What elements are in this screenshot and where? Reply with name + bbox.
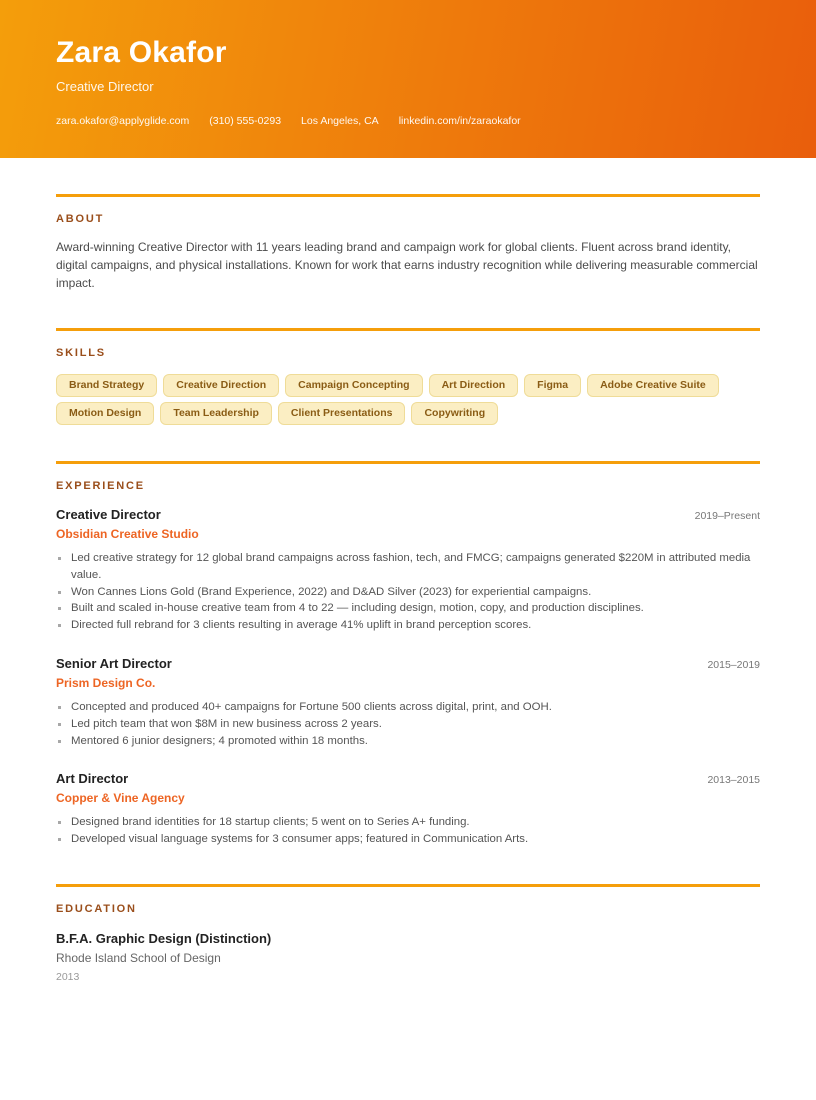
job-dates: 2013–2015 (707, 774, 760, 787)
job-bullet: Concepted and produced 40+ campaigns for Fortune 500 clients across digital, print, and OOH. (56, 699, 760, 716)
job-bullet: Led creative strategy for 12 global brand campaigns across fashion, tech, and FMCG; campaigns generated $220M in attributed media value. (56, 550, 760, 584)
skill-pill: Team Leadership (160, 402, 272, 425)
skill-pill: Creative Direction (163, 374, 279, 397)
job-dates: 2019–Present (694, 510, 760, 522)
job-bullet: Developed visual language systems for 3 consumer apps; featured in Communication Arts. (56, 831, 760, 848)
job-title: Art Director (56, 771, 129, 787)
job-company: Copper & Vine Agency (56, 791, 185, 806)
contact-location: Los Angeles, CA (301, 115, 379, 127)
skills-pill-list (56, 374, 760, 425)
education-school: Rhode Island School of Design (56, 950, 221, 965)
job-bullet-list (56, 814, 760, 848)
section-divider (56, 461, 760, 464)
education-section (56, 884, 760, 983)
job-bullet: Won Cannes Lions Gold (Brand Experience, 2022) and D&AD Silver (2023) for experiential campaigns. (56, 584, 760, 601)
skill-pill: Adobe Creative Suite (587, 374, 719, 397)
contact-row (56, 115, 760, 127)
job-entry (56, 507, 760, 634)
resume-body (56, 194, 760, 983)
job-title: Creative Director (56, 507, 161, 522)
job-dates: 2015–2019 (707, 658, 760, 671)
person-title: Creative Director (56, 79, 154, 94)
job-entry (56, 656, 760, 749)
section-divider (56, 328, 760, 331)
skill-pill: Figma (524, 374, 581, 397)
skills-section (56, 328, 760, 425)
job-header (56, 656, 760, 671)
job-bullet: Built and scaled in-house creative team from 4 to 22 — including design, motion, copy, and production disciplines. (56, 600, 760, 617)
skill-pill: Brand Strategy (56, 374, 157, 397)
about-section (56, 194, 760, 292)
job-bullet: Designed brand identities for 18 startup clients; 5 went on to Series A+ funding. (56, 814, 760, 831)
skill-pill: Motion Design (56, 402, 154, 425)
education-degree: B.F.A. Graphic Design (Distinction) (56, 930, 272, 946)
about-text: Award-winning Creative Director with 11 years leading brand and campaign work for global clients. Fluent across brand identity, digital campaigns, and physical installations. Known for work that earns industry recognition while delivering measurable commercial impact. (56, 240, 758, 290)
job-bullet-list (56, 699, 760, 749)
resume-header (0, 0, 816, 158)
job-company: Prism Design Co. (56, 675, 156, 690)
skill-pill: Art Direction (429, 374, 519, 397)
job-bullet: Mentored 6 junior designers; 4 promoted within 18 months. (56, 733, 760, 750)
section-divider (56, 884, 760, 887)
skill-pill: Client Presentations (278, 402, 406, 425)
job-entry (56, 771, 760, 848)
job-company: Obsidian Creative Studio (56, 527, 199, 541)
job-bullet: Directed full rebrand for 3 clients resulting in average 41% uplift in brand perception scores. (56, 617, 760, 634)
experience-section (56, 461, 760, 848)
job-bullet-list (56, 550, 760, 634)
contact-phone: (310) 555-0293 (209, 115, 282, 127)
job-header (56, 771, 760, 786)
education-year: 2013 (56, 970, 80, 983)
job-bullet: Led pitch team that won $8M in new business across 2 years. (56, 716, 760, 733)
section-divider (56, 194, 760, 197)
section-heading-about: ABOUT (56, 213, 105, 225)
skill-pill: Campaign Concepting (285, 374, 422, 397)
contact-email: zara.okafor@applyglide.com (56, 115, 190, 127)
skill-pill: Copywriting (411, 402, 498, 425)
job-header (56, 507, 760, 522)
section-heading-education: EDUCATION (56, 902, 137, 915)
contact-linkedin: linkedin.com/in/zaraokafor (398, 115, 521, 127)
job-title: Senior Art Director (56, 655, 172, 671)
section-heading-skills: SKILLS (56, 347, 106, 359)
section-heading-experience: EXPERIENCE (56, 480, 145, 492)
person-name: Zara Okafor (56, 36, 227, 69)
